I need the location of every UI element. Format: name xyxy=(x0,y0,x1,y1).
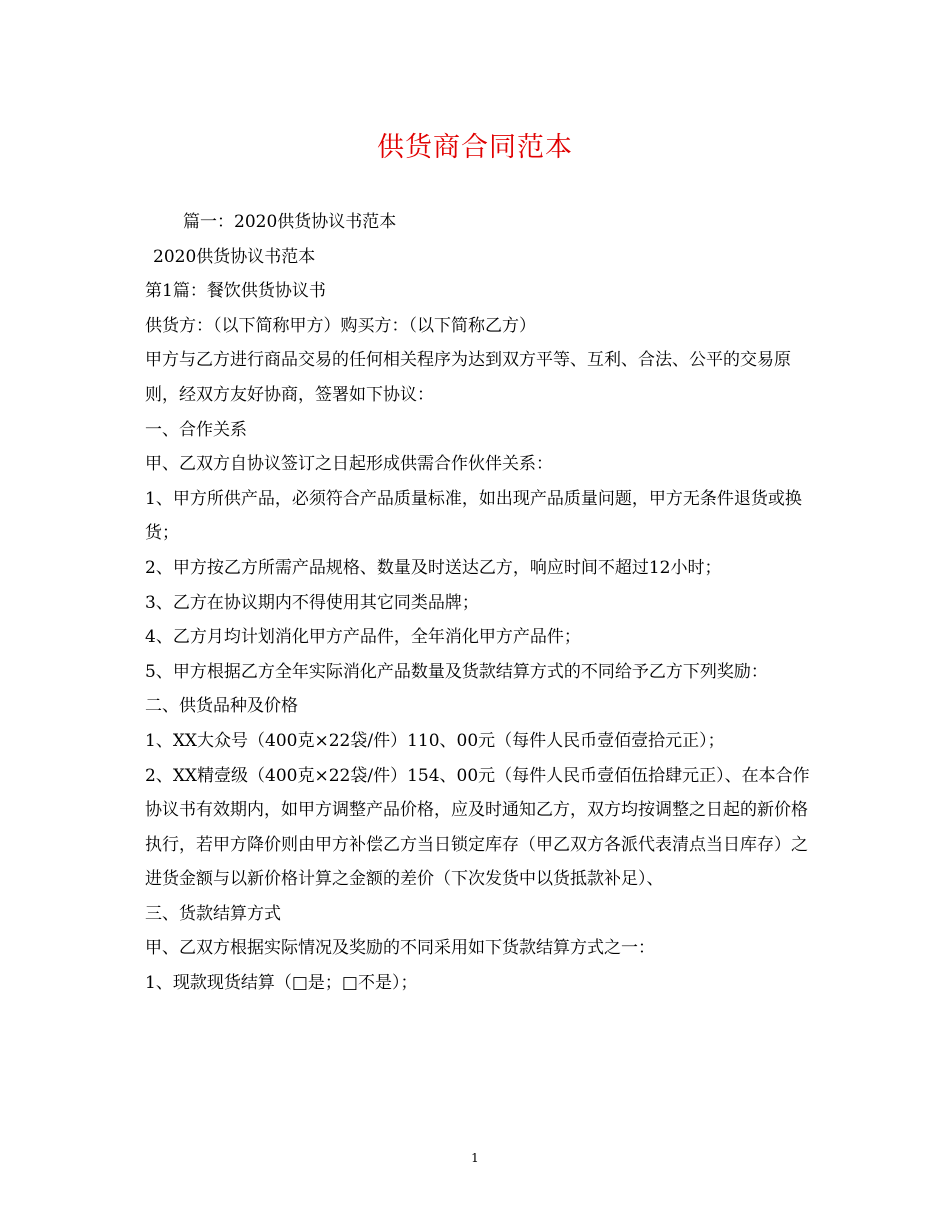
chapter-heading: 第1篇：餐饮供货协议书 xyxy=(145,281,326,302)
body-paragraph: 甲、乙双方自协议签订之日起形成供需合作伙伴关系： xyxy=(145,454,553,475)
preamble-paragraph: 甲方与乙方进行商品交易的任何相关程序为达到双方平等、互利、合法、公平的交易原则，经双方友好协商，签署如下协议： xyxy=(145,350,791,405)
clause-heading: 一、合作关系 xyxy=(145,419,247,440)
list-item: 1、XX大众号（400克×22袋/件）110、00元（每件人民币壹佰壹拾元正）； xyxy=(145,730,725,751)
subheading: 2020供货协议书范本 xyxy=(153,246,316,267)
list-item: 5、甲方根据乙方全年实际消化产品数量及货款结算方式的不同给予乙方下列奖励： xyxy=(145,661,768,682)
section-heading: 篇一：2020供货协议书范本 xyxy=(183,212,397,232)
clause-heading: 三、货款结算方式 xyxy=(145,903,281,924)
list-item: 4、乙方月均计划消化甲方产品件，全年消化甲方产品件； xyxy=(145,627,581,648)
page-number: 1 xyxy=(471,1151,479,1165)
parties-line: 供货方：（以下简称甲方）购买方：（以下简称乙方） xyxy=(145,315,536,336)
list-item: 3、乙方在协议期内不得使用其它同类品牌； xyxy=(145,592,479,613)
clause-heading: 二、供货品种及价格 xyxy=(145,696,298,717)
list-item: 2、XX精壹级（400克×22袋/件）154、00元（每件人民币壹佰伍拾肆元正）、在本合作协议书有效期内，如甲方调整产品价格，应及时通知乙方，双方均按调整之日起的新价格执行，若甲方降价则由甲方补偿乙方当日锁定库存（甲乙双方各派代表清点当日库存）之进货金额与以新价格计算之金额的差价（下次发货中以货抵款补足）、 xyxy=(145,765,810,890)
list-item: 2、甲方按乙方所需产品规格、数量及时送达乙方，响应时间不超过12小时； xyxy=(145,557,722,578)
body-paragraph: 甲、乙双方根据实际情况及奖励的不同采用如下货款结算方式之一： xyxy=(145,938,655,959)
document-body xyxy=(145,205,815,1001)
document-title: 供货商合同范本 xyxy=(377,132,573,163)
list-item: 1、现款现货结算（□是；□不是）； xyxy=(145,973,418,994)
list-item: 1、甲方所供产品，必须符合产品质量标准，如出现产品质量问题，甲方无条件退货或换货； xyxy=(145,488,802,544)
